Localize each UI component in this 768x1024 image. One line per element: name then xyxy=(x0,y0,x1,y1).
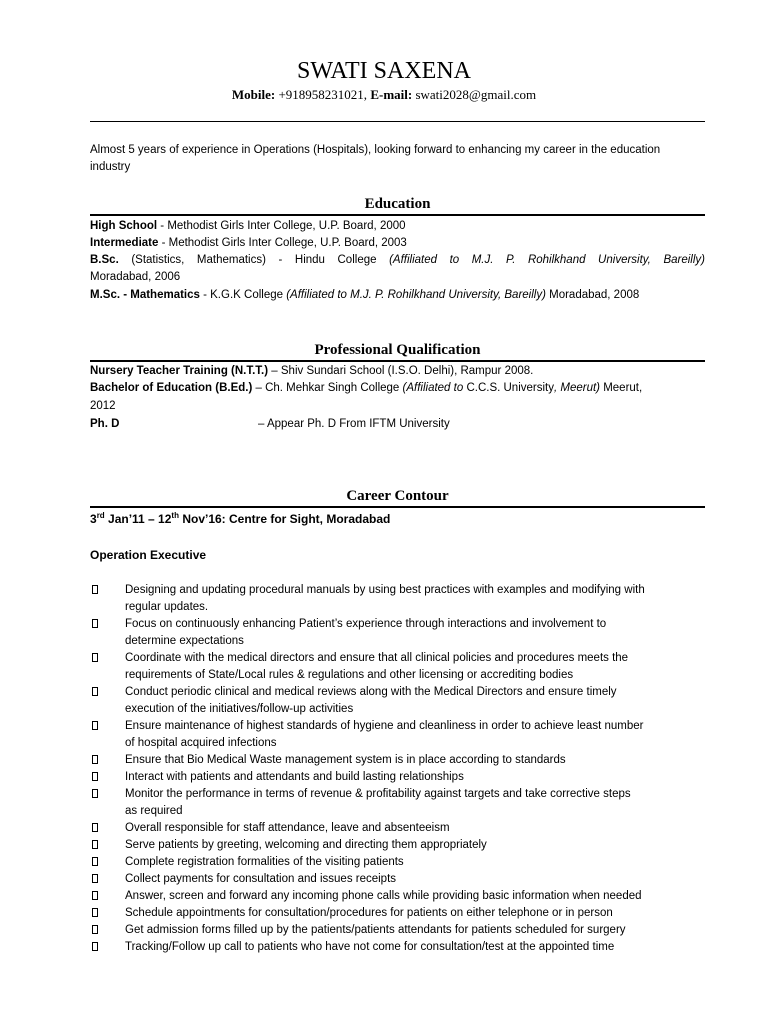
msc-affiliation: (Affiliated to M.J. P. Rohilkhand University, Bareilly) xyxy=(286,289,546,301)
responsibilities-list xyxy=(90,582,705,956)
qualification-heading: Professional Qualification xyxy=(314,342,481,358)
career-period xyxy=(90,511,705,528)
bullet-box-icon xyxy=(92,925,98,934)
qualification-ntt xyxy=(90,363,705,380)
responsibility-text: requirements of State/Local rules & regulations and other licensing or accrediting bodies xyxy=(125,669,574,681)
responsibility-item xyxy=(90,888,705,905)
responsibility-text: Conduct periodic clinical and medical reviews along with the Medical Directors and ensure timely xyxy=(125,686,617,698)
bullet-box-icon xyxy=(92,653,98,662)
responsibility-text: Ensure maintenance of highest standards of hygiene and cleanliness in order to achieve least number xyxy=(125,720,644,732)
responsibility-item xyxy=(90,752,705,769)
responsibility-text: execution of the initiatives/follow-up activities xyxy=(125,703,354,715)
contact-line xyxy=(0,86,768,104)
bullet-box-icon xyxy=(92,585,98,594)
responsibility-item xyxy=(90,769,705,786)
responsibility-item xyxy=(90,582,705,616)
responsibility-text: as required xyxy=(125,805,183,817)
ntt-text: – Shiv Sundari School (I.S.O. Delhi), Rampur 2008. xyxy=(268,365,534,377)
responsibility-item xyxy=(90,837,705,854)
education-rule xyxy=(90,214,705,216)
bullet-box-icon xyxy=(92,908,98,917)
responsibility-text: Complete registration formalities of the visiting patients xyxy=(125,856,404,868)
bed-place: Meerut, xyxy=(600,382,643,394)
responsibility-text: Schedule appointments for consultation/procedures for patients on either telephone or in person xyxy=(125,907,613,919)
bed-label: Bachelor of Education (B.Ed.) xyxy=(90,382,253,394)
objective-statement: Almost 5 years of experience in Operations (Hospitals), looking forward to enhancing my career in the education industry xyxy=(90,144,661,173)
high-school-label: High School xyxy=(90,220,158,232)
period-range: Jan’11 – 12 xyxy=(104,512,172,526)
bullet-box-icon xyxy=(92,874,98,883)
intermediate-text: - Methodist Girls Inter College, U.P. Board, 2003 xyxy=(158,237,407,249)
career-rule xyxy=(90,506,705,508)
high-school-text: - Methodist Girls Inter College, U.P. Board, 2000 xyxy=(157,220,406,232)
responsibility-text: Collect payments for consultation and issues receipts xyxy=(125,873,397,885)
bed-college: – Ch. Mehkar Singh College xyxy=(252,382,403,394)
msc-place: Moradabad, 2008 xyxy=(545,289,640,301)
bullet-box-icon xyxy=(92,755,98,764)
qualification-bed-year: 2012 xyxy=(90,400,116,412)
responsibility-item xyxy=(90,905,705,922)
responsibility-text: Interact with patients and attendants and build lasting relationships xyxy=(125,771,464,783)
education-heading: Education xyxy=(364,196,431,212)
responsibility-text: determine expectations xyxy=(125,635,244,647)
responsibility-text: Focus on continuously enhancing Patient’s experience through interactions and involvement to xyxy=(125,618,607,630)
bsc-label: B.Sc. xyxy=(90,254,119,266)
education-bsc-place: Moradabad, 2006 xyxy=(90,271,181,283)
bullet-box-icon xyxy=(92,721,98,730)
bullet-box-icon xyxy=(92,687,98,696)
msc-label: M.Sc. - Mathematics xyxy=(90,289,200,301)
responsibility-text: Answer, screen and forward any incoming phone calls while providing basic information when needed xyxy=(125,890,642,902)
responsibility-item xyxy=(90,786,705,820)
bullet-box-icon xyxy=(92,857,98,866)
bed-university: C.C.S. University xyxy=(466,382,554,394)
bed-affiliation-close: , Meerut) xyxy=(553,382,600,394)
email-address: swati2028@gmail.com xyxy=(415,87,537,102)
bsc-subjects: (Statistics, Mathematics) - Hindu College xyxy=(131,254,377,266)
bullet-box-icon xyxy=(92,789,98,798)
mobile-label: Mobile: xyxy=(231,87,276,102)
period-start-day: 3 xyxy=(90,512,97,526)
responsibility-item xyxy=(90,939,705,956)
header-divider xyxy=(90,121,705,122)
phd-label: Ph. D xyxy=(90,418,120,430)
mobile-number: +918958231021, xyxy=(278,87,368,102)
responsibility-text: Coordinate with the medical directors and ensure that all clinical policies and procedures meets the xyxy=(125,652,629,664)
bed-affiliation-open: (Affiliated to xyxy=(402,382,467,394)
responsibility-item xyxy=(90,854,705,871)
responsibility-item xyxy=(90,650,705,684)
bullet-box-icon xyxy=(92,823,98,832)
qualification-rule xyxy=(90,360,705,362)
responsibility-text: Overall responsible for staff attendance, leave and absenteeism xyxy=(125,822,450,834)
career-heading: Career Contour xyxy=(346,488,449,504)
responsibility-text: Get admission forms filled up by the patients/patients attendants for patients scheduled for surgery xyxy=(125,924,626,936)
education-high-school xyxy=(90,218,705,235)
responsibility-item xyxy=(90,616,705,650)
responsibility-item xyxy=(90,922,705,939)
responsibility-item xyxy=(90,684,705,718)
email-label: E-mail: xyxy=(370,87,413,102)
education-bsc xyxy=(90,252,705,269)
bullet-box-icon xyxy=(92,891,98,900)
responsibility-text: Tracking/Follow up call to patients who have not come for consultation/test at the appointed time xyxy=(125,941,615,953)
bsc-affiliation: (Affiliated to M.J. P. Rohilkhand University, Bareilly) xyxy=(389,254,705,266)
bullet-box-icon xyxy=(92,942,98,951)
msc-college: - K.G.K College xyxy=(199,289,287,301)
career-role: Operation Executive xyxy=(90,548,207,562)
ntt-label: Nursery Teacher Training (N.T.T.) xyxy=(90,365,269,377)
responsibility-text: regular updates. xyxy=(125,601,209,613)
responsibility-text: of hospital acquired infections xyxy=(125,737,277,749)
responsibility-text: Monitor the performance in terms of revenue & profitability against targets and take corrective steps xyxy=(125,788,631,800)
qualification-phd xyxy=(90,416,705,433)
period-employer: Nov’16: Centre for Sight, Moradabad xyxy=(178,512,391,526)
responsibility-text: Ensure that Bio Medical Waste management system is in place according to standards xyxy=(125,754,566,766)
responsibility-item xyxy=(90,820,705,837)
bullet-box-icon xyxy=(92,772,98,781)
candidate-name: SWATI SAXENA xyxy=(297,58,471,84)
intermediate-label: Intermediate xyxy=(90,237,159,249)
education-msc xyxy=(90,287,705,304)
period-start-suffix: rd xyxy=(96,511,105,520)
education-intermediate xyxy=(90,235,705,252)
qualification-bed xyxy=(90,380,705,397)
bullet-box-icon xyxy=(92,619,98,628)
phd-text: – Appear Ph. D From IFTM University xyxy=(258,418,450,430)
responsibility-item xyxy=(90,871,705,888)
responsibility-text: Serve patients by greeting, welcoming and directing them appropriately xyxy=(125,839,487,851)
bullet-box-icon xyxy=(92,840,98,849)
responsibility-text: Designing and updating procedural manuals by using best practices with examples and modifying with xyxy=(125,584,645,596)
responsibility-item xyxy=(90,718,705,752)
period-end-suffix: th xyxy=(171,511,179,520)
